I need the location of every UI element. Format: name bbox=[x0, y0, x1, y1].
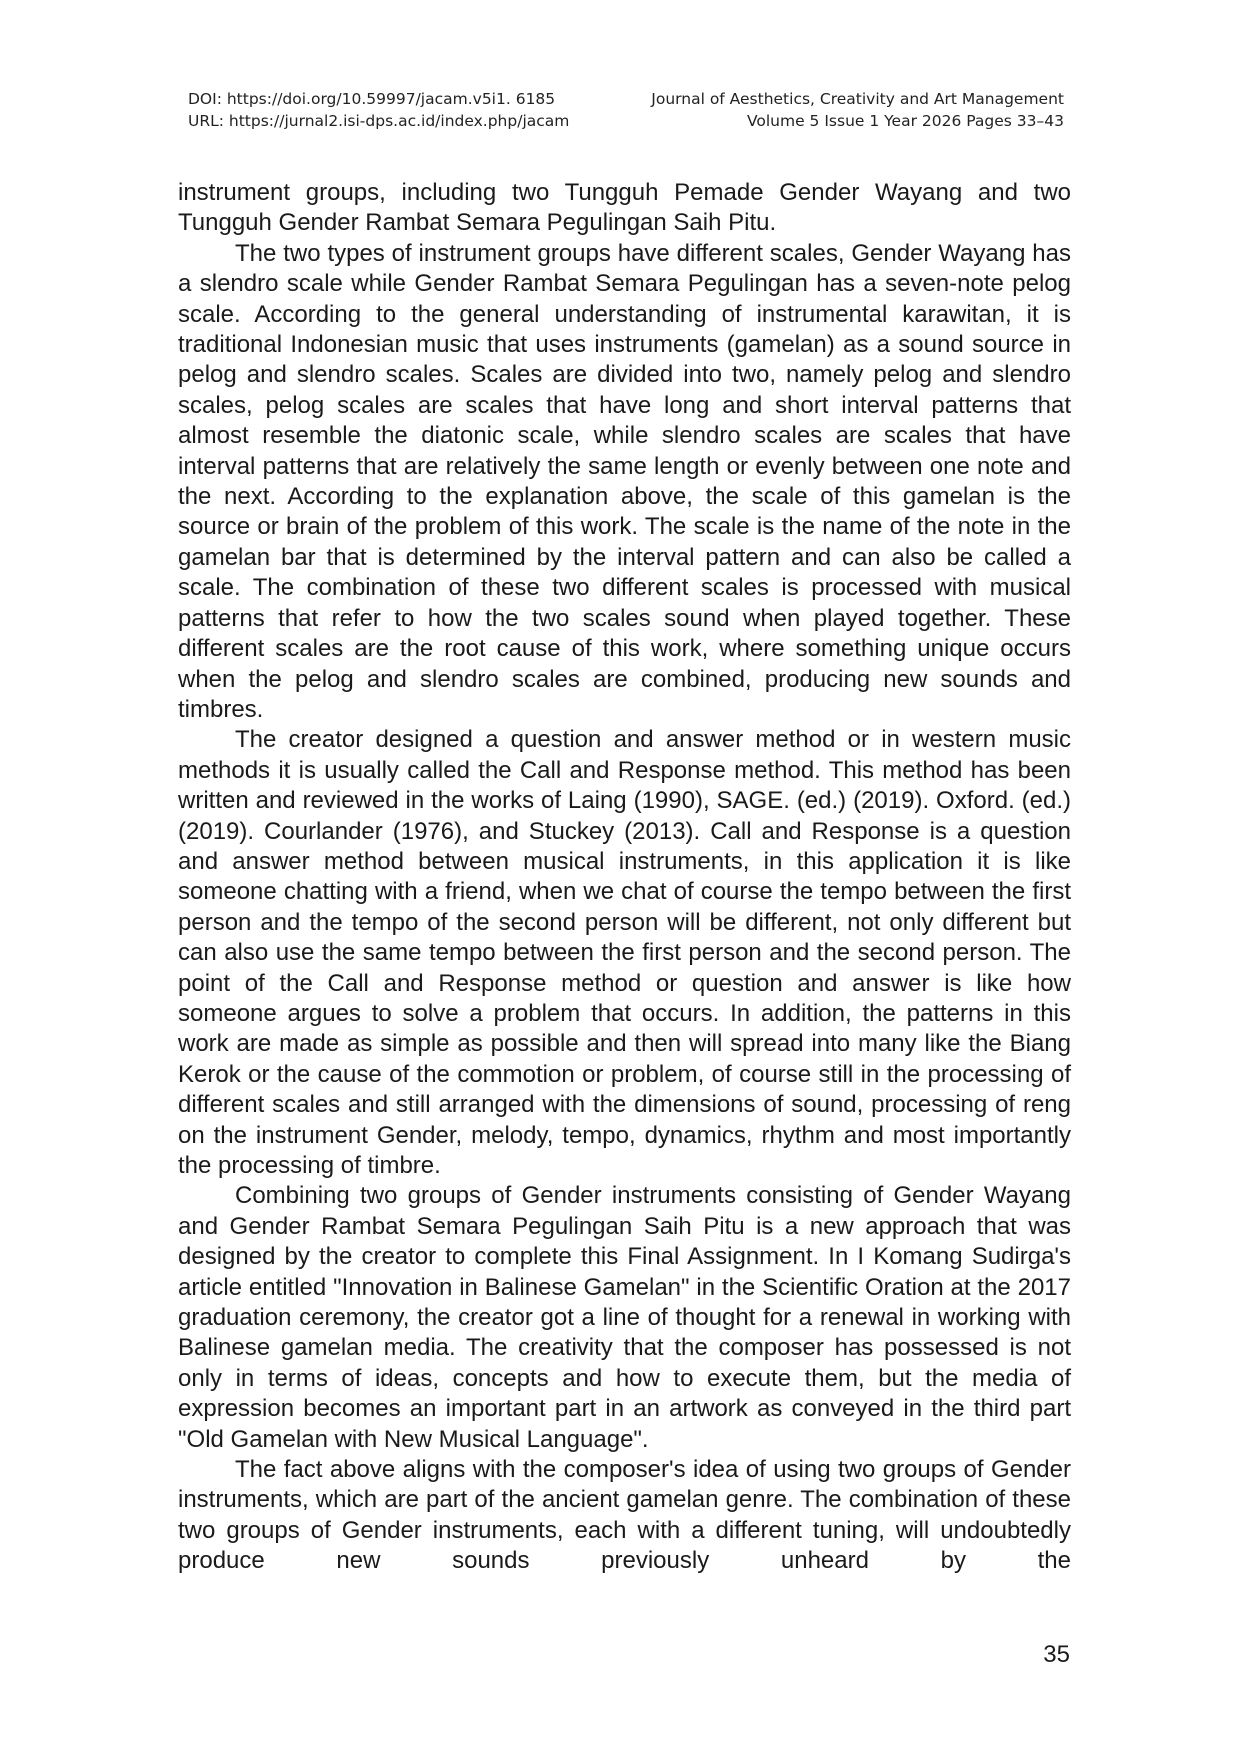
journal-url: URL: https://jurnal2.isi-dps.ac.id/index.php/jacam bbox=[188, 112, 570, 130]
journal-name: Journal of Aesthetics, Creativity and Art Management bbox=[651, 90, 1064, 108]
article-body bbox=[178, 178, 1071, 1577]
doi-text: DOI: https://doi.org/10.59997/jacam.v5i1. 6185 bbox=[188, 90, 556, 108]
paragraph-scales: The two types of instrument groups have different scales, Gender Wayang has a slendro scale while Gender Rambat Semara Pegulingan has a seven-note pelog scale. According to the general understanding of instrumental karawitan, it is traditional Indonesian music that uses instruments (gamelan) as a sound source in pelog and slendro scales. Scales are divided into two, namely pelog and slendro scales, pelog scales are scales that have long and short interval patterns that almost resemble the diatonic scale, while slendro scales are scales that have interval patterns that are relatively the same length or evenly between one note and the next. According to the explanation above, the scale of this gamelan is the source or brain of the problem of this work. The scale is the name of the note in the gamelan bar that is determined by the interval pattern and can also be called a scale. The combination of these two different scales is processed with musical patterns that refer to how the two scales sound when played together. These different scales are the root cause of this work, where something unique occurs when the pelog and slendro scales are combined, producing new sounds and timbres. bbox=[178, 239, 1071, 723]
header-row-bottom bbox=[188, 110, 1064, 132]
header-row-top bbox=[188, 88, 1064, 110]
page-number: 35 bbox=[1043, 1641, 1070, 1668]
paragraph-fact-above: The fact above aligns with the composer's idea of using two groups of Gender instruments, which are part of the ancient gamelan genre. The combination of these two groups of Gender instruments, each with a different tuning, will undoubtedly produce new sounds previously unheard by the bbox=[178, 1456, 1071, 1575]
paragraph-continued: instrument groups, including two Tungguh Pemade Gender Wayang and two Tungguh Gender Rambat Semara Pegulingan Saih Pitu. bbox=[178, 179, 1071, 237]
paragraph-combining-groups: Combining two groups of Gender instruments consisting of Gender Wayang and Gender Rambat Semara Pegulingan Saih Pitu is a new approach that was designed by the creator to complete this Final Assignment. In I Komang Sudirga's article entitled "Innovation in Balinese Gamelan" in the Scientific Oration at the 2017 graduation ceremony, the creator got a line of thought for a renewal in working with Balinese gamelan media. The creativity that the composer has possessed is not only in terms of ideas, concepts and how to execute them, but the media of expression becomes an important part in an artwork as conveyed in the third part "Old Gamelan with New Musical Language". bbox=[178, 1182, 1071, 1453]
running-header bbox=[188, 88, 1064, 132]
volume-info: Volume 5 Issue 1 Year 2026 Pages 33–43 bbox=[746, 112, 1064, 130]
paragraph-call-and-response: The creator designed a question and answer method or in western music methods it is usually called the Call and Response method. This method has been written and reviewed in the works of Laing (1990), SAGE. (ed.) (2019). Oxford. (ed.) (2019). Courlander (1976), and Stuckey (2013). Call and Response is a question and answer method between musical instruments, in this application it is like someone chatting with a friend, when we chat of course the tempo between the first person and the tempo of the second person will be different, not only different but can also use the same tempo between the first person and the second person. The point of the Call and Response method or question and answer is like how someone argues to solve a problem that occurs. In addition, the patterns in this work are made as simple as possible and then will spread into many like the Biang Kerok or the cause of the commotion or problem, of course still in the processing of different scales and still arranged with the dimensions of sound, processing of reng on the instrument Gender, melody, tempo, dynamics, rhythm and most importantly the processing of timbre. bbox=[178, 726, 1071, 1179]
